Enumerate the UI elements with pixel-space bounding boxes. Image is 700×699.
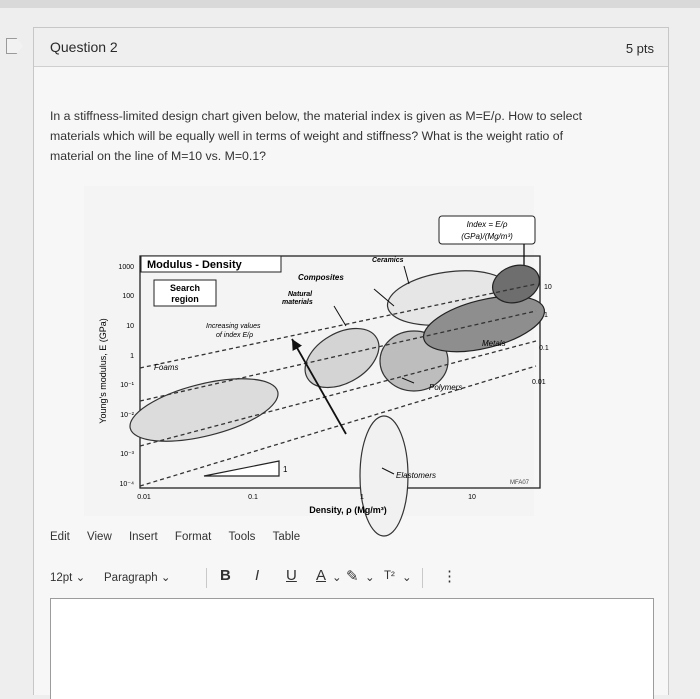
text-color-caret-icon[interactable]: ⌄ [332, 572, 342, 584]
x-tick-0.1: 0.1 [248, 494, 258, 501]
x-axis-title: Density, ρ (Mg/m³) [309, 505, 387, 515]
editor-menubar [50, 531, 314, 551]
slope-label: 1 [283, 465, 288, 474]
y-tick-0.001: 10⁻³ [120, 451, 134, 458]
y-tick-0.1: 10⁻¹ [120, 382, 134, 389]
y-tick-1: 1 [130, 353, 134, 360]
polymers-label: Polymers [429, 383, 463, 392]
question-header [34, 28, 668, 67]
index-value-1: 1 [544, 312, 548, 319]
composites-label: Composites [298, 273, 344, 282]
paragraph-select[interactable]: Paragraph ⌄ [104, 572, 171, 584]
foams-label: Foams [154, 363, 179, 372]
index-value-0.1: 0.1 [539, 345, 549, 352]
bold-button[interactable]: B [220, 567, 231, 584]
highlight-pen-icon[interactable]: ✎ [346, 568, 359, 585]
x-tick-0.01: 0.01 [137, 494, 151, 501]
question-text-line-2: materials which will be equally well in terms of weight and stiffness? What is the weight ratio of [50, 129, 564, 143]
toolbar-divider [206, 568, 207, 588]
y-tick-0.0001: 10⁻⁴ [119, 481, 134, 488]
chevron-down-icon: ⌄ [75, 572, 86, 584]
menu-tools[interactable]: Tools [228, 531, 256, 543]
question-text-line-1: In a stiffness-limited design chart given below, the material index is given as M=E/ρ. How to select [50, 109, 583, 123]
menu-edit[interactable]: Edit [50, 531, 70, 543]
chart-watermark: MFA07 [509, 480, 529, 486]
question-text-line-3: material on the line of M=10 vs. M=0.1? [50, 149, 266, 163]
y-axis-title: Young's modulus, E (GPa) [98, 318, 108, 424]
question-flag-icon[interactable] [6, 38, 23, 54]
y-tick-1000: 1000 [118, 264, 134, 271]
search-region-line-1: Search [169, 283, 201, 293]
elastomers-label: Elastomers [396, 471, 437, 480]
x-tick-1: 1 [360, 494, 364, 501]
more-options-icon[interactable]: ⋮ [442, 568, 457, 585]
y-tick-10: 10 [126, 323, 134, 330]
question-title: Question 2 [50, 39, 118, 55]
menu-table[interactable]: Table [272, 531, 301, 543]
editor-toolbar [50, 567, 652, 591]
increasing-index-label-1: Increasing values [206, 323, 261, 330]
answer-text-area[interactable] [50, 598, 654, 699]
chart-title: Modulus - Density [147, 259, 242, 271]
question-card [33, 27, 669, 695]
font-size-select[interactable]: 12pt ⌄ [50, 572, 86, 584]
highlight-caret-icon[interactable]: ⌄ [365, 572, 375, 584]
toolbar-divider [422, 568, 423, 588]
natural-materials-label-1: Natural [288, 291, 313, 298]
question-points: 5 pts [625, 41, 654, 56]
index-value-10: 10 [544, 284, 552, 291]
metals-label: Metals [482, 339, 506, 348]
ceramics-label: Ceramics [372, 257, 404, 264]
search-region-line-2: region [171, 294, 199, 304]
modulus-density-chart [84, 186, 552, 516]
underline-button[interactable]: U [286, 567, 297, 584]
chevron-down-icon: ⌄ [160, 572, 171, 584]
natural-materials-label-2: materials [282, 299, 313, 306]
question-text [50, 106, 650, 166]
index-label: Index = E/ρ [466, 220, 508, 229]
y-tick-0.01: 10⁻² [120, 412, 134, 419]
increasing-index-label-2: of index E/ρ [216, 332, 254, 339]
y-tick-100: 100 [122, 293, 134, 300]
menu-format[interactable]: Format [174, 531, 212, 543]
text-color-button[interactable]: A [316, 567, 327, 584]
index-units: (GPa)/(Mg/m³) [461, 232, 513, 241]
italic-button[interactable]: I [255, 567, 260, 584]
x-tick-10: 10 [468, 494, 476, 501]
superscript-caret-icon[interactable]: ⌄ [402, 572, 412, 584]
index-value-0.01: 0.01 [532, 379, 546, 386]
superscript-button[interactable]: T² [384, 570, 395, 582]
top-strip [0, 0, 700, 8]
menu-insert[interactable]: Insert [128, 531, 158, 543]
menu-view[interactable]: View [87, 531, 112, 543]
